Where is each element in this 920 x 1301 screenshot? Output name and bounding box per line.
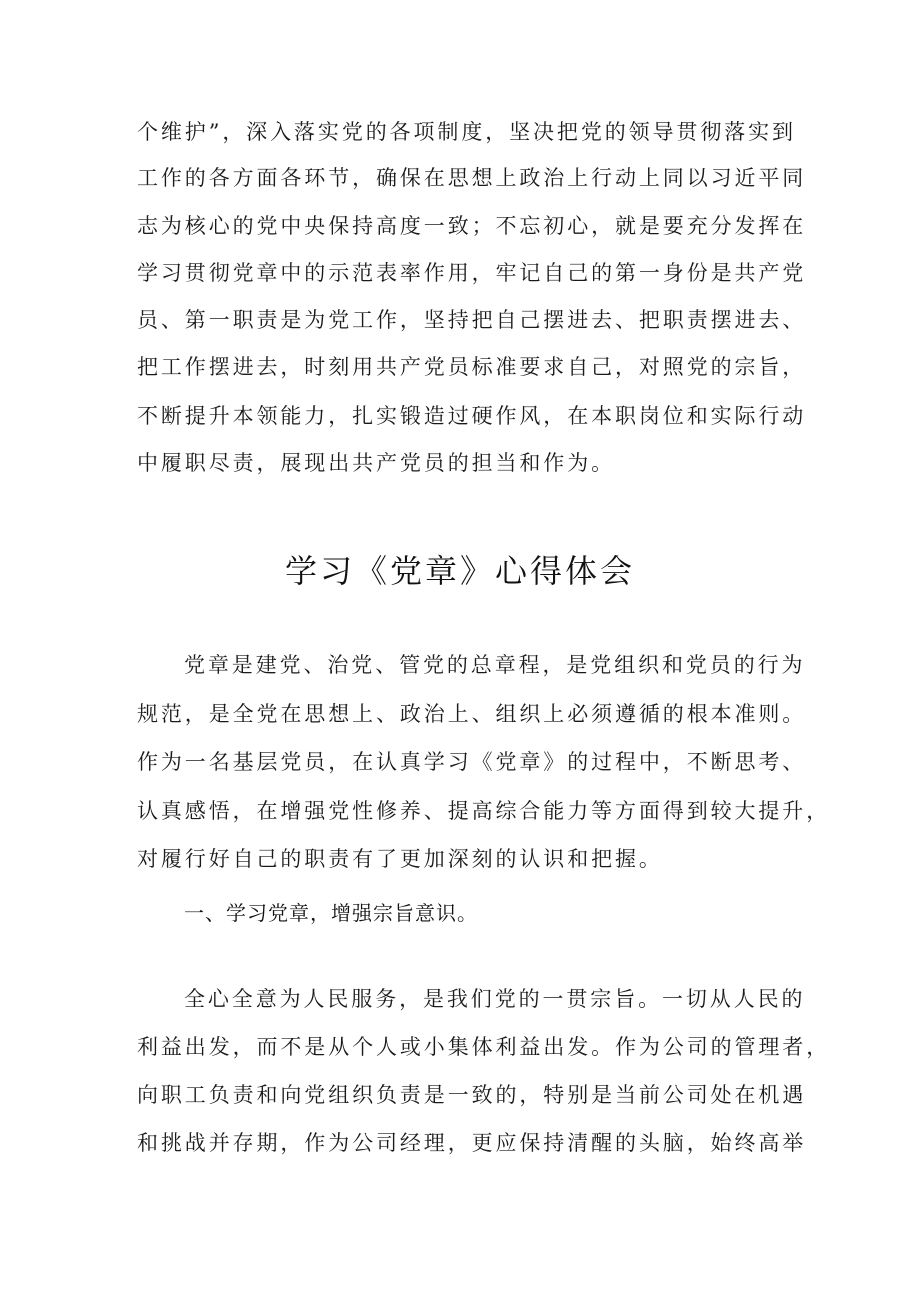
paragraph-line: 认真感悟，在增强党性修养、提高综合能力等方面得到较大提升， bbox=[137, 799, 831, 823]
paragraph-line: 和挑战并存期，作为公司经理，更应保持清醒的头脑，始终高举 bbox=[137, 1131, 807, 1155]
paragraph-line: 个维护”，深入落实党的各项制度，坚决把党的领导贯彻落实到 bbox=[137, 120, 796, 144]
paragraph-line: 志为核心的党中央保持高度一致；不忘初心，就是要充分发挥在 bbox=[137, 214, 807, 238]
paragraph-line: 利益出发，而不是从个人或小集体利益出发。作为公司的管理者， bbox=[137, 1035, 831, 1059]
section-heading: 一、学习党章，增强宗旨意识。 bbox=[184, 901, 478, 925]
paragraph-line: 把工作摆进去，时刻用共产党员标准要求自己，对照党的宗旨， bbox=[137, 355, 807, 379]
paragraph-line: 规范，是全党在思想上、政治上、组织上必须遵循的根本准则。 bbox=[137, 702, 807, 726]
paragraph-line: 作为一名基层党员，在认真学习《党章》的过程中，不断思考、 bbox=[137, 750, 807, 774]
paragraph-line: 学习贯彻党章中的示范表率作用，牢记自己的第一身份是共产党 bbox=[137, 261, 807, 285]
paragraph-line: 工作的各方面各环节，确保在思想上政治上行动上同以习近平同 bbox=[137, 166, 807, 190]
paragraph-line: 对履行好自己的职责有了更加深刻的认识和把握。 bbox=[137, 847, 663, 871]
paragraph-line: 向职工负责和向党组织负责是一致的，特别是当前公司处在机遇 bbox=[137, 1083, 807, 1107]
paragraph-line: 员、第一职责是为党工作，坚持把自己摆进去、把职责摆进去、 bbox=[137, 308, 807, 332]
paragraph-line: 全心全意为人民服务，是我们党的一贯宗旨。一切从人民的 bbox=[184, 987, 806, 1011]
paragraph-line: 不断提升本领能力，扎实锻造过硬作风，在本职岗位和实际行动 bbox=[137, 404, 807, 428]
article-title: 学习《党章》心得体会 bbox=[284, 552, 635, 590]
paragraph-line: 党章是建党、治党、管党的总章程，是党组织和党员的行为 bbox=[184, 653, 806, 677]
paragraph-line: 中履职尽责，展现出共产党员的担当和作为。 bbox=[137, 451, 615, 475]
